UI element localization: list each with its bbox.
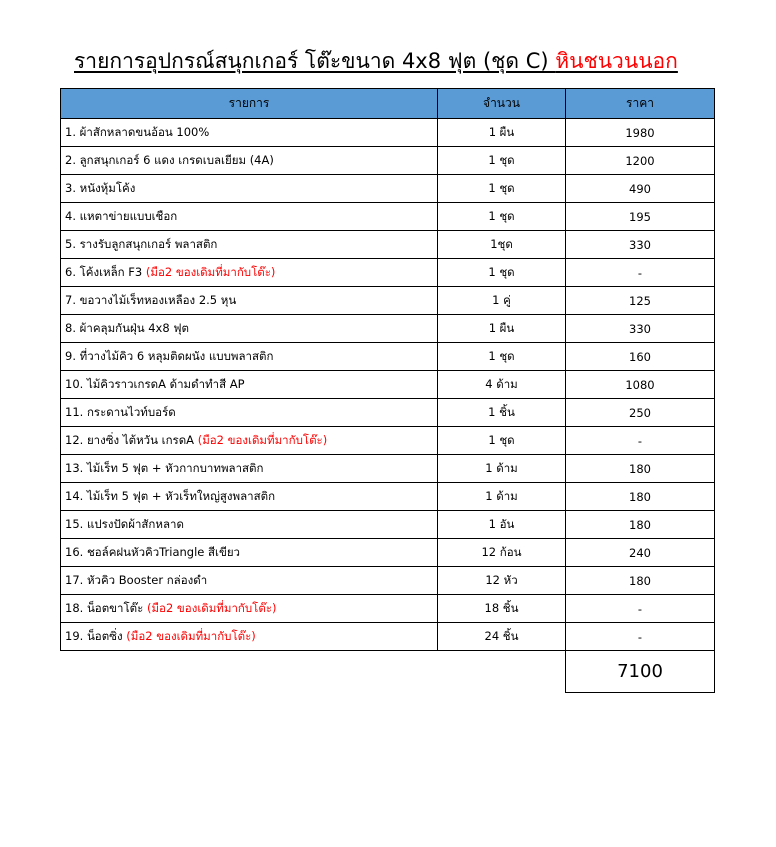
item-name-cell: [61, 623, 438, 651]
table-row: [61, 147, 715, 175]
header-quantity: จำนวน: [438, 89, 566, 119]
item-note: (มือ2 ของเดิมที่มากับโต๊ะ): [146, 600, 277, 615]
total-price: 7100: [565, 651, 715, 693]
table-row: [61, 623, 715, 651]
item-name-cell: [61, 231, 438, 259]
item-quantity: 1 ชุด: [438, 343, 566, 371]
header-row: [61, 89, 715, 119]
item-price: -: [566, 595, 715, 623]
item-name: 10. ไม้คิวราวเกรดA ด้ามดำทำสี AP: [65, 376, 245, 391]
item-price: 250: [566, 399, 715, 427]
item-quantity: 12 หัว: [438, 567, 566, 595]
item-price: 330: [566, 231, 715, 259]
title-main: รายการอุปกรณ์สนุกเกอร์ โต๊ะขนาด 4x8 ฟุต (ชุด C): [74, 49, 556, 73]
table-row: [61, 203, 715, 231]
item-name-cell: [61, 483, 438, 511]
item-name: 4. แหตาข่ายแบบเชือก: [65, 208, 178, 223]
item-name: 2. ลูกสนุกเกอร์ 6 แดง เกรดเบลเยียม (4A): [65, 152, 274, 167]
item-quantity: 1 ชุด: [438, 175, 566, 203]
item-name-cell: [61, 147, 438, 175]
table-row: [61, 399, 715, 427]
item-quantity: 1 ชุด: [438, 427, 566, 455]
item-price: 1200: [566, 147, 715, 175]
item-name: 15. แปรงปัดผ้าสักหลาด: [65, 516, 184, 531]
item-price: -: [566, 427, 715, 455]
item-name: 9. ที่วางไม้คิว 6 หลุมติดผนัง แบบพลาสติก: [65, 348, 274, 363]
item-name-cell: [61, 371, 438, 399]
item-name: 7. ขอวางไม้เร็ทหองเหลือง 2.5 หุน: [65, 292, 237, 307]
item-name: 5. รางรับลูกสนุกเกอร์ พลาสติก: [65, 236, 218, 251]
table-row: [61, 259, 715, 287]
table-row: [61, 567, 715, 595]
item-quantity: 1 ผืน: [438, 315, 566, 343]
item-quantity: 18 ชิ้น: [438, 595, 566, 623]
item-name-cell: [61, 259, 438, 287]
item-name: 6. โค้งเหล็ก F3: [65, 264, 146, 279]
item-name: 17. หัวคิว Booster กล่องดำ: [65, 572, 208, 587]
table-row: [61, 231, 715, 259]
item-name: 8. ผ้าคลุมกันฝุ่น 4x8 ฟุต: [65, 320, 189, 335]
table-row: [61, 175, 715, 203]
item-quantity: 1ชุด: [438, 231, 566, 259]
item-name-cell: [61, 455, 438, 483]
item-name-cell: [61, 119, 438, 147]
item-quantity: 24 ชิ้น: [438, 623, 566, 651]
table-row: [61, 315, 715, 343]
item-note: (มือ2 ของเดิมที่มากับโต๊ะ): [197, 432, 328, 447]
item-name-cell: [61, 511, 438, 539]
item-name-cell: [61, 427, 438, 455]
item-name-cell: [61, 595, 438, 623]
item-name: 11. กระดานไวท์บอร์ด: [65, 404, 176, 419]
table-row: [61, 119, 715, 147]
item-price: 180: [566, 567, 715, 595]
item-price: 1080: [566, 371, 715, 399]
item-name-cell: [61, 287, 438, 315]
item-name-cell: [61, 343, 438, 371]
item-quantity: 1 คู่: [438, 287, 566, 315]
item-note: (มือ2 ของเดิมที่มากับโต๊ะ): [126, 628, 256, 643]
item-quantity: 1 ผืน: [438, 119, 566, 147]
item-name-cell: [61, 315, 438, 343]
item-price: 330: [566, 315, 715, 343]
item-quantity: 1 ชิ้น: [438, 399, 566, 427]
item-name: 18. น็อตขาโต๊ะ: [65, 600, 147, 615]
item-name: 1. ผ้าสักหลาดขนอ้อน 100%: [65, 124, 210, 139]
item-price: 240: [566, 539, 715, 567]
item-name-cell: [61, 567, 438, 595]
item-name-cell: [61, 539, 438, 567]
item-name-cell: [61, 399, 438, 427]
equipment-table: [60, 88, 715, 651]
item-quantity: 1 ชุด: [438, 147, 566, 175]
item-name: 16. ชอล์คฝนหัวคิวTriangle สีเขียว: [65, 544, 241, 559]
item-price: 180: [566, 483, 715, 511]
item-name: 12. ยางซิ่ง ไต้หวัน เกรดA: [65, 432, 198, 447]
item-name: 3. หนังหุ้มโค้ง: [65, 180, 136, 195]
item-price: -: [566, 623, 715, 651]
item-name-cell: [61, 203, 438, 231]
table-row: [61, 483, 715, 511]
item-quantity: 1 ชุด: [438, 259, 566, 287]
item-name: 13. ไม้เร็ท 5 ฟุต + หัวกากบาทพลาสติก: [65, 460, 264, 475]
table-row: [61, 287, 715, 315]
item-name-cell: [61, 175, 438, 203]
item-price: 180: [566, 511, 715, 539]
item-price: 1980: [566, 119, 715, 147]
item-quantity: 1 ด้าม: [438, 483, 566, 511]
item-price: 125: [566, 287, 715, 315]
page-title: [74, 46, 678, 76]
header-price: ราคา: [566, 89, 715, 119]
item-quantity: 4 ด้าม: [438, 371, 566, 399]
table-row: [61, 455, 715, 483]
table-row: [61, 371, 715, 399]
header-item: รายการ: [61, 89, 438, 119]
item-price: 180: [566, 455, 715, 483]
table-row: [61, 539, 715, 567]
item-name: 14. ไม้เร็ท 5 ฟุต + หัวเร็ทใหญ่สูงพลาสติก: [65, 488, 276, 503]
table-body: [61, 119, 715, 651]
item-price: 195: [566, 203, 715, 231]
item-price: 490: [566, 175, 715, 203]
table-row: [61, 427, 715, 455]
table-row: [61, 595, 715, 623]
item-quantity: 12 ก้อน: [438, 539, 566, 567]
item-quantity: 1 อัน: [438, 511, 566, 539]
item-quantity: 1 ชุด: [438, 203, 566, 231]
table-row: [61, 511, 715, 539]
item-quantity: 1 ด้าม: [438, 455, 566, 483]
table-row: [61, 343, 715, 371]
item-price: 160: [566, 343, 715, 371]
item-name: 19. น็อตซิ่ง: [65, 628, 127, 643]
title-accent: หินชนวนนอก: [555, 49, 678, 73]
item-price: -: [566, 259, 715, 287]
item-note: (มือ2 ของเดิมที่มากับโต๊ะ): [145, 264, 276, 279]
